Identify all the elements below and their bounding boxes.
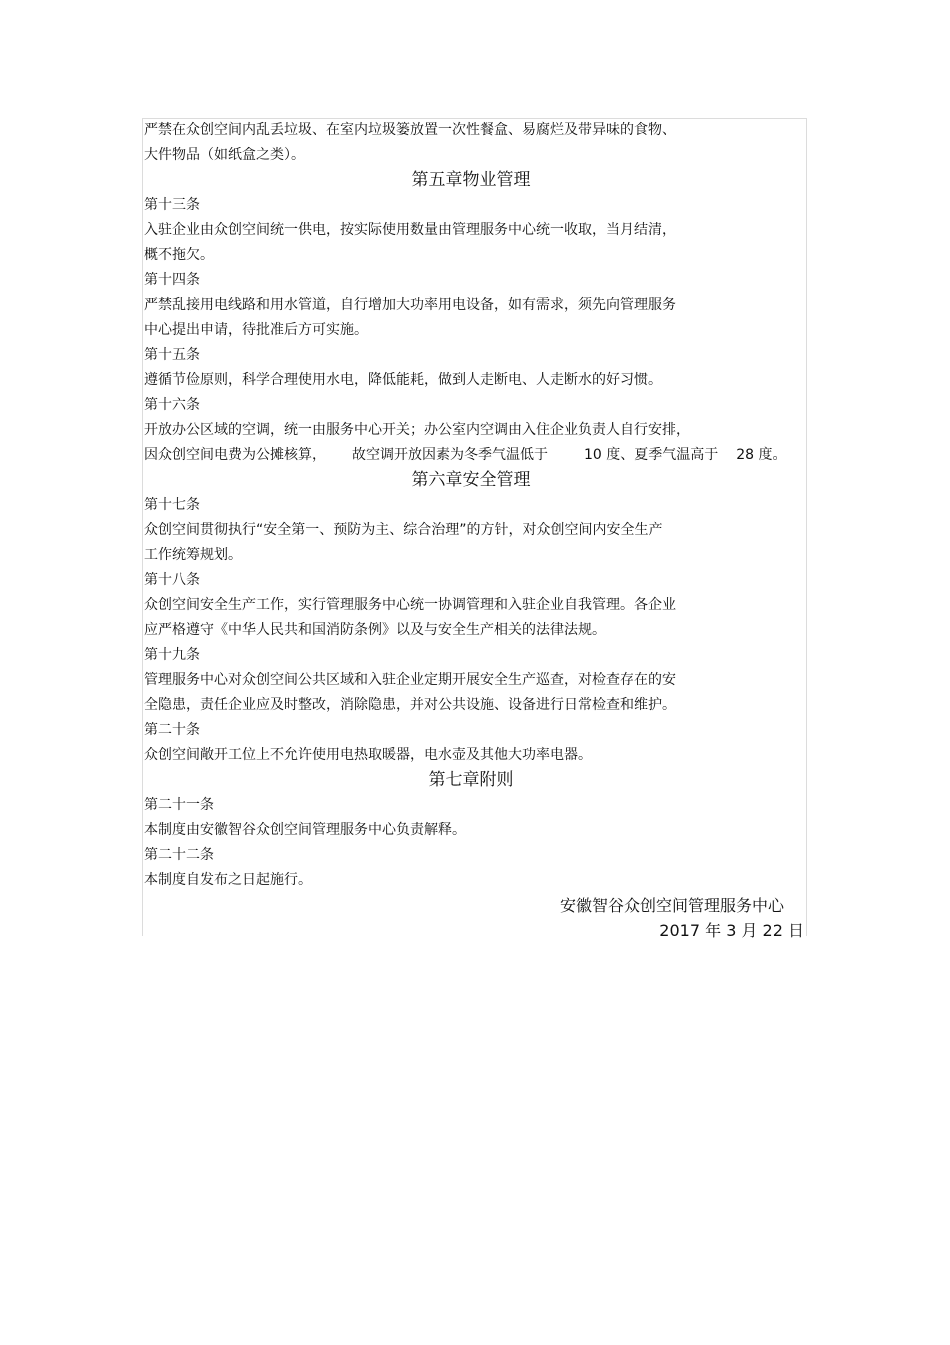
article-17-number: 第十七条 [144,497,200,513]
article-21-text: 本制度由安徽智谷众创空间管理服务中心负责解释。 [144,822,466,838]
issue-date: 2017 年 3 月 22 日 [659,921,804,940]
paragraph-line: 严禁在众创空间内乱丢垃圾、在室内垃圾篓放置一次性餐盒、易腐烂及带异味的食物、 [144,122,676,138]
article-19-number: 第十九条 [144,647,200,663]
article-13-text: 入驻企业由众创空间统一供电，按实际使用数量由管理服务中心统一收取，当月结清， [144,222,676,238]
document-body [144,118,806,943]
article-16-part-c: 10 度、夏季气温高于 [584,447,719,463]
chapter-5-title: 第五章物业管理 [411,170,531,190]
article-18-text: 应严格遵守《中华人民共和国消防条例》以及与安全生产相关的法律法规。 [144,622,606,638]
chapter-7-title: 第七章附则 [428,770,514,790]
article-13-number: 第十三条 [144,197,200,213]
article-15-text: 遵循节俭原则，科学合理使用水电，降低能耗，做到人走断电、人走断水的好习惯。 [144,372,662,388]
article-16-part-d: 28 度。 [736,447,787,463]
article-16-text: 开放办公区域的空调，统一由服务中心开关；办公室内空调由入住企业负责人自行安排， [144,422,690,438]
article-18-number: 第十八条 [144,572,200,588]
article-16-text [144,443,806,468]
article-17-text: 工作统筹规划。 [144,547,242,563]
article-16-part-b: 故空调开放因素为冬季气温低于 [352,447,548,463]
article-17-text: 众创空间贯彻执行“安全第一、预防为主、综合治理”的方针，对众创空间内安全生产 [144,522,663,538]
page-border-right [806,118,807,936]
article-20-text: 众创空间敞开工位上不允许使用电热取暖器，电水壶及其他大功率电器。 [144,747,592,763]
article-19-text: 管理服务中心对众创空间公共区域和入驻企业定期开展安全生产巡查，对检查存在的安 [144,672,676,688]
article-18-text: 众创空间安全生产工作，实行管理服务中心统一协调管理和入驻企业自我管理。各企业 [144,597,676,613]
article-14-number: 第十四条 [144,272,200,288]
article-14-text: 严禁乱接用电线路和用水管道，自行增加大功率用电设备，如有需求，须先向管理服务 [144,297,676,313]
article-21-number: 第二十一条 [144,797,214,813]
article-16-part-a: 因众创空间电费为公摊核算， [144,447,326,463]
paragraph-line: 大件物品（如纸盒之类）。 [144,147,305,163]
chapter-6-title: 第六章安全管理 [411,470,531,490]
article-13-text: 概不拖欠。 [144,247,214,263]
article-22-number: 第二十二条 [144,847,214,863]
article-14-text: 中心提出申请，待批准后方可实施。 [144,322,368,338]
article-22-text: 本制度自发布之日起施行。 [144,872,312,888]
article-16-number: 第十六条 [144,397,200,413]
article-19-text: 全隐患，责任企业应及时整改，消除隐患，并对公共设施、设备进行日常检查和维护。 [144,697,676,713]
article-20-number: 第二十条 [144,722,200,738]
issuer-signature: 安徽智谷众创空间管理服务中心 [559,896,784,915]
document-page [142,118,806,940]
article-15-number: 第十五条 [144,347,200,363]
page-border-left [142,118,143,936]
